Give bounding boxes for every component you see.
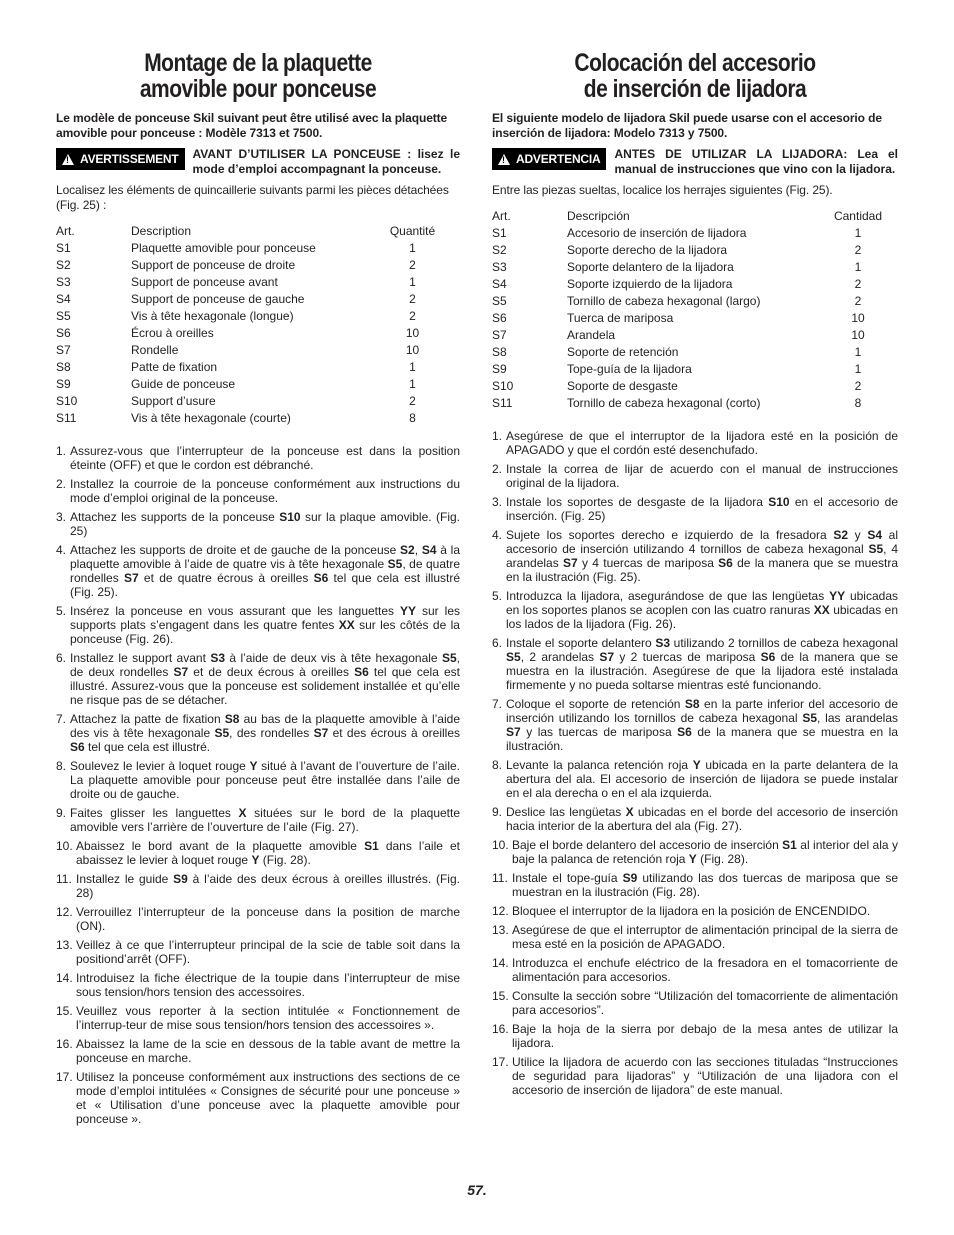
step-number: 4. [56,543,67,557]
part-description: Soporte de retención [567,345,679,359]
step-text: Instale el soporte delantero S3 utilizando 2 tornillos de cabeza hexagonal S5, 2 arandelas S7 y 2 tuercas de mariposa S6 de la manera que se muestra en la ilustración. Asegúrese de que la lijadora esté instalada firmemente y no pueda soltarse mientras esté funcionando. [506,636,899,692]
step-text: Attachez la patte de fixation S8 au bas de la plaquette amovible à l’aide des vis à tête hexagonale S5, des rondelles S7 et des écrous à oreilles S6 tel que cela est illustré. [70,712,461,754]
part-quantity: 1 [409,241,416,255]
part-art: S11 [492,396,513,410]
step-number: 10. [492,838,509,852]
part-art: S2 [56,258,71,272]
step-text: Introduzca la lijadora, asegurándose de que las lengüetas YY ubicadas en los soportes planos se acoplen con las cuatro ranuras XX ubicadas en los lados de la lijadora (Fig. 26). [506,589,898,631]
spanish-steps [492,429,898,1097]
step-number: 7. [56,712,67,726]
step-text: Coloque el soporte de retención S8 en la parte inferior del accesorio de inserción utilizando los tornillos de cabeza hexagonal S5, las arandelas S7 y las tuercas de mariposa S6 de la manera que se muestra en la ilustración. [506,697,898,753]
parts-row [56,274,460,291]
parts-row [56,325,460,342]
step-item [56,477,460,505]
step-item [56,759,460,801]
step-text: Levante la palanca retención roja Y ubicada en la parte delantera de la abertura del ala. El accesorio de inserción de lijadora se puede instalar en el ala derecha o en el ala izquierda. [506,758,899,800]
french-title-line2: amovible pour ponceuse [139,75,377,103]
part-art: S9 [56,377,71,391]
step-item [492,429,898,457]
spanish-title-line2: de inserción de lijadora [583,75,807,103]
french-warning-text: AVANT D’UTILISER LA PONCEUSE : lisez le mode d’emploi accompagnant la ponceuse. [192,147,460,176]
part-description: Tornillo de cabeza hexagonal (corto) [567,396,761,410]
part-description: Support de ponceuse avant [131,275,278,289]
part-art: S2 [492,243,507,257]
step-text: Insérez la ponceuse en vous assurant que les languettes YY sur les supports plats s’engagent dans les quatre fentes XX sur les côtés de la ponceuse (Fig. 26). [70,604,460,646]
spanish-warning-text: ANTES DE UTILIZAR LA LIJADORA: Lea el manual de instrucciones que vino con la lijadora. [614,147,898,176]
step-text: Instale la correa de lijar de acuerdo con el manual de instrucciones original de la lijadora. [506,462,898,490]
step-number: 13. [56,938,73,952]
part-quantity: 2 [409,309,416,323]
part-quantity: 2 [854,294,862,308]
spanish-title [524,50,865,102]
step-text: Consulte la sección sobre “Utilización del tomacorriente de alimentación para accesorios”. [512,989,898,1017]
step-number: 6. [56,651,67,665]
part-art: S8 [56,360,71,374]
part-quantity: 8 [854,396,862,410]
step-number: 16. [492,1022,509,1036]
french-title-line1: Montage de la plaquette [144,49,372,77]
part-art: S11 [56,411,77,425]
step-text: Installez le support avant S3 à l’aide de deux vis à tête hexagonale S5, de deux rondelles S7 et de deux écrous à oreilles S6 tel que cela est illustré. Assurez-vous que la ponceuse est solidement installée et qu’elle ne risque pas de se détacher. [70,651,461,707]
parts-row [492,327,898,344]
step-item [56,604,460,646]
step-item [492,904,898,918]
step-text: Sujete los soportes derecho e izquierdo de la fresadora S2 y S4 al accesorio de inserción utilizando 4 tornillos de cabeza hexagonal S5, 4 arandelas S7 y 4 tuercas de mariposa S6 de la manera que se muestra en la ilustración (Fig. 25). [506,528,899,584]
part-description: Rondelle [131,343,179,357]
step-item [492,923,898,951]
step-text: Veuillez vous reporter à la section intitulée « Fonctionnement de l’interrup-teur de mise sous tension/hors tension des accessoires ». [76,1004,460,1032]
part-art: S1 [492,226,507,240]
spanish-warning-badge [492,148,606,170]
step-item [492,1022,898,1050]
parts-row [492,276,898,293]
step-text: Utilisez la ponceuse conformément aux instructions des sections de ce mode d’emploi intitulées « Consignes de sécurité pour une ponceuse » et « Utilisation d’une ponceuse avec la plaquette amovible pour ponceuse ». [76,1070,460,1126]
step-text: Utilice la lijadora de acuerdo con las secciones tituladas “Instrucciones de seguridad para lijadoras” y “Utilización de una lijadora con el accesorio de inserción de lijadora” de este manual. [512,1055,898,1097]
part-quantity: 1 [409,360,416,374]
parts-row [56,376,460,393]
parts-row [492,395,898,412]
part-art: S5 [56,309,71,323]
part-art: S10 [56,394,78,408]
header-art: Art. [56,224,75,238]
parts-row [56,291,460,308]
step-text: Deslice las lengüetas X ubicadas en el borde del accesorio de inserción hacia interior de la abertura del ala (Fig. 27). [506,805,899,833]
french-warning-label: AVERTISSEMENT [80,152,179,166]
part-quantity: 1 [854,260,862,274]
part-description: Soporte de desgaste [567,379,678,393]
step-number: 9. [492,805,503,819]
step-number: 10. [56,839,73,853]
step-item [56,712,460,754]
spanish-intro: El siguiente modelo de lijadora Skil puede usarse con el accesorio de inserción de lijadora: Modelo 7313 y 7500. [492,111,882,140]
step-item [56,1004,460,1032]
part-description: Soporte delantero de la lijadora [567,260,734,274]
step-number: 5. [492,589,503,603]
part-quantity: 2 [409,258,416,272]
parts-row [56,308,460,325]
part-art: S1 [56,241,71,255]
part-art: S6 [56,326,71,340]
step-item [56,872,460,900]
part-quantity: 1 [409,275,416,289]
step-text: Veillez à ce que l’interrupteur principal de la scie de table soit dans la positiond’arrêt (OFF). [76,938,460,966]
step-text: Attachez les supports de droite et de gauche de la ponceuse S2, S4 à la plaquette amovible à l’aide de quatre vis à tête hexagonale S5, de quatre rondelles S7 et de quatre écrous à oreilles S6 tel que cela est illustré (Fig. 25). [70,543,461,599]
step-item [492,758,898,800]
step-text: Bloquee el interruptor de la lijadora en la posición de ENCENDIDO. [512,904,871,918]
parts-row [492,310,898,327]
step-text: Baje la hoja de la sierra por debajo de la mesa antes de utilizar la lijadora. [512,1022,898,1050]
step-text: Instale el tope-guía S9 utilizando las dos tuercas de mariposa que se muestran en la ilustración (Fig. 28). [512,871,899,899]
step-number: 7. [492,697,503,711]
part-art: S3 [56,275,71,289]
spanish-warning-label: ADVERTENCIA [516,152,601,166]
spanish-title-line1: Colocación del accesorio [574,49,816,77]
step-text: Instale los soportes de desgaste de la lijadora S10 en el accesorio de inserción. (Fig. 25) [506,495,898,523]
step-text: Faites glisser les languettes X situées sur le bord de la plaquette amovible vers l’arrière de l’ouverture de l’aile (Fig. 27). [70,806,461,834]
part-description: Tuerca de mariposa [567,311,674,325]
spanish-column [492,50,898,1102]
part-art: S4 [56,292,71,306]
part-quantity: 8 [409,411,416,425]
french-locate-text: Localisez les éléments de quincaillerie suivants parmi les pièces détachées (Fig. 25) : [56,183,449,212]
step-item [492,956,898,984]
part-description: Vis à tête hexagonale (longue) [131,309,294,323]
step-number: 14. [492,956,509,970]
header-quantity: Cantidad [833,209,883,223]
step-number: 2. [492,462,503,476]
part-description: Support de ponceuse de droite [131,258,296,272]
part-quantity: 10 [851,328,865,342]
part-description: Patte de fixation [131,360,218,374]
step-number: 3. [492,495,503,509]
part-description: Soporte izquierdo de la lijadora [567,277,733,291]
part-description: Soporte derecho de la lijadora [567,243,728,257]
step-text: Verrouillez l’interrupteur de la ponceuse dans la position de marche (ON). [76,905,460,933]
header-art: Art. [492,209,511,223]
part-description: Support d’usure [131,394,216,408]
step-item [492,989,898,1017]
part-art: S10 [492,379,514,393]
part-quantity: 1 [854,362,862,376]
step-number: 17. [492,1055,509,1069]
parts-row [56,342,460,359]
part-description: Écrou à oreilles [131,326,214,340]
step-text: Attachez les supports de la ponceuse S10 sur la plaque amovible. (Fig. 25) [70,510,460,538]
part-quantity: 1 [409,377,416,391]
part-art: S6 [492,311,507,325]
part-quantity: 10 [405,343,420,357]
step-item [56,971,460,999]
parts-row [56,359,460,376]
step-text: Assurez-vous que l’interrupteur de la ponceuse est dans la position éteinte (OFF) et que le cordon est débranché. [70,444,460,472]
spanish-warning [492,147,898,177]
french-column [56,50,460,1131]
step-item [56,651,460,707]
parts-row [56,410,460,427]
step-text: Asegúrese de que el interruptor de alimentación principal de la sierra de mesa esté en la posición de APAGADO. [512,923,898,951]
part-art: S3 [492,260,507,274]
spanish-locate-text: Entre las piezas sueltas, localice los herrajes siguientes (Fig. 25). [492,183,833,197]
part-description: Arandela [567,328,616,342]
step-item [492,871,898,899]
step-text: Abaissez le bord avant de la plaquette amovible S1 dans l’aile et abaissez le levier à loquet rouge Y (Fig. 28). [76,839,461,867]
step-text: Soulevez le levier à loquet rouge Y situé à l’avant de l’ouverture de l’aile. La plaquette amovible pour ponceuse peut être installée dans l’aile de droite ou de gauche. [70,759,460,801]
step-item [492,528,898,584]
part-description: Vis à tête hexagonale (courte) [131,411,291,425]
header-description: Description [131,224,192,238]
french-intro: Le modèle de ponceuse Skil suivant peut être utilisé avec la plaquette amovible pour ponceuse : Modèle 7313 et 7500. [56,111,448,140]
parts-row [492,259,898,276]
step-number: 15. [56,1004,73,1018]
step-number: 16. [56,1037,73,1051]
part-art: S7 [492,328,507,342]
part-quantity: 2 [854,243,862,257]
step-text: Installez le guide S9 à l’aide des deux écrous à oreilles illustrés. (Fig. 28) [76,872,460,900]
step-item [492,838,898,866]
step-text: Installez la courroie de la ponceuse conformément aux instructions du mode d’emploi original de la ponceuse. [70,477,460,505]
part-quantity: 2 [854,379,862,393]
step-item [56,905,460,933]
step-item [56,938,460,966]
page-number: 57. [467,1182,487,1198]
step-number: 13. [492,923,509,937]
part-description: Support de ponceuse de gauche [131,292,305,306]
french-parts-table [56,223,460,427]
step-number: 4. [492,528,503,542]
step-number: 12. [56,905,73,919]
step-number: 5. [56,604,67,618]
step-item [492,636,898,692]
step-item [492,495,898,523]
parts-row [56,257,460,274]
step-text: Introduzca el enchufe eléctrico de la fresadora en el tomacorriente de alimentación para accesorios. [512,956,898,984]
step-text: Asegúrese de que el interruptor de la lijadora esté en la posición de APAGADO y que el cordón esté desenchufado. [506,429,898,457]
parts-row [492,361,898,378]
step-text: Abaissez la lame de la scie en dessous de la table avant de mettre la ponceuse en marche. [76,1037,460,1065]
step-number: 17. [56,1070,73,1084]
header-description: Descripción [567,209,630,223]
french-title [88,50,427,102]
step-number: 11. [56,872,72,886]
step-number: 8. [492,758,503,772]
part-description: Accesorio de inserción de lijadora [567,226,747,240]
step-number: 8. [56,759,67,773]
step-number: 14. [56,971,73,985]
step-item [492,697,898,753]
part-quantity: 10 [851,311,865,325]
parts-row [56,393,460,410]
step-item [56,510,460,538]
parts-header-row [56,223,460,240]
part-quantity: 10 [405,326,420,340]
part-art: S4 [492,277,507,291]
parts-row [492,225,898,242]
part-description: Plaquette amovible pour ponceuse [131,241,316,255]
part-description: Tope-guía de la lijadora [567,362,692,376]
warning-triangle-icon [498,154,510,165]
parts-row [492,293,898,310]
step-item [56,1037,460,1065]
parts-header-row [492,208,898,225]
parts-row [492,378,898,395]
step-number: 1. [492,429,503,443]
part-description: Tornillo de cabeza hexagonal (largo) [567,294,761,308]
step-number: 3. [56,510,67,524]
step-item [56,1070,460,1126]
header-quantity: Quantité [389,224,436,238]
french-warning [56,147,460,177]
part-quantity: 1 [854,226,862,240]
step-number: 15. [492,989,509,1003]
french-steps [56,444,460,1126]
part-quantity: 2 [409,394,416,408]
spanish-parts-table [492,208,898,412]
part-art: S9 [492,362,507,376]
step-text: Baje el borde delantero del accesorio de inserción S1 al interior del ala y baje la palanca de retención roja Y (Fig. 28). [512,838,898,866]
step-number: 9. [56,806,67,820]
step-item [492,1055,898,1097]
step-number: 2. [56,477,67,491]
part-art: S7 [56,343,71,357]
step-item [492,462,898,490]
step-item [56,839,460,867]
parts-row [56,240,460,257]
part-description: Guide de ponceuse [131,377,236,391]
step-text: Introduisez la fiche électrique de la toupie dans l’interrupteur de mise sous tension/hors tension des accessoires. [76,971,460,999]
step-number: 12. [492,904,509,918]
step-item [492,805,898,833]
step-number: 6. [492,636,503,650]
step-item [56,444,460,472]
step-item [56,543,460,599]
part-art: S8 [492,345,507,359]
warning-triangle-icon [62,154,74,165]
parts-row [492,344,898,361]
part-quantity: 2 [854,277,862,291]
step-number: 11. [492,871,508,885]
step-item [492,589,898,631]
step-number: 1. [56,444,67,458]
part-quantity: 2 [409,292,416,306]
part-quantity: 1 [854,345,862,359]
part-art: S5 [492,294,507,308]
french-warning-badge [56,148,185,170]
step-item [56,806,460,834]
parts-row [492,242,898,259]
